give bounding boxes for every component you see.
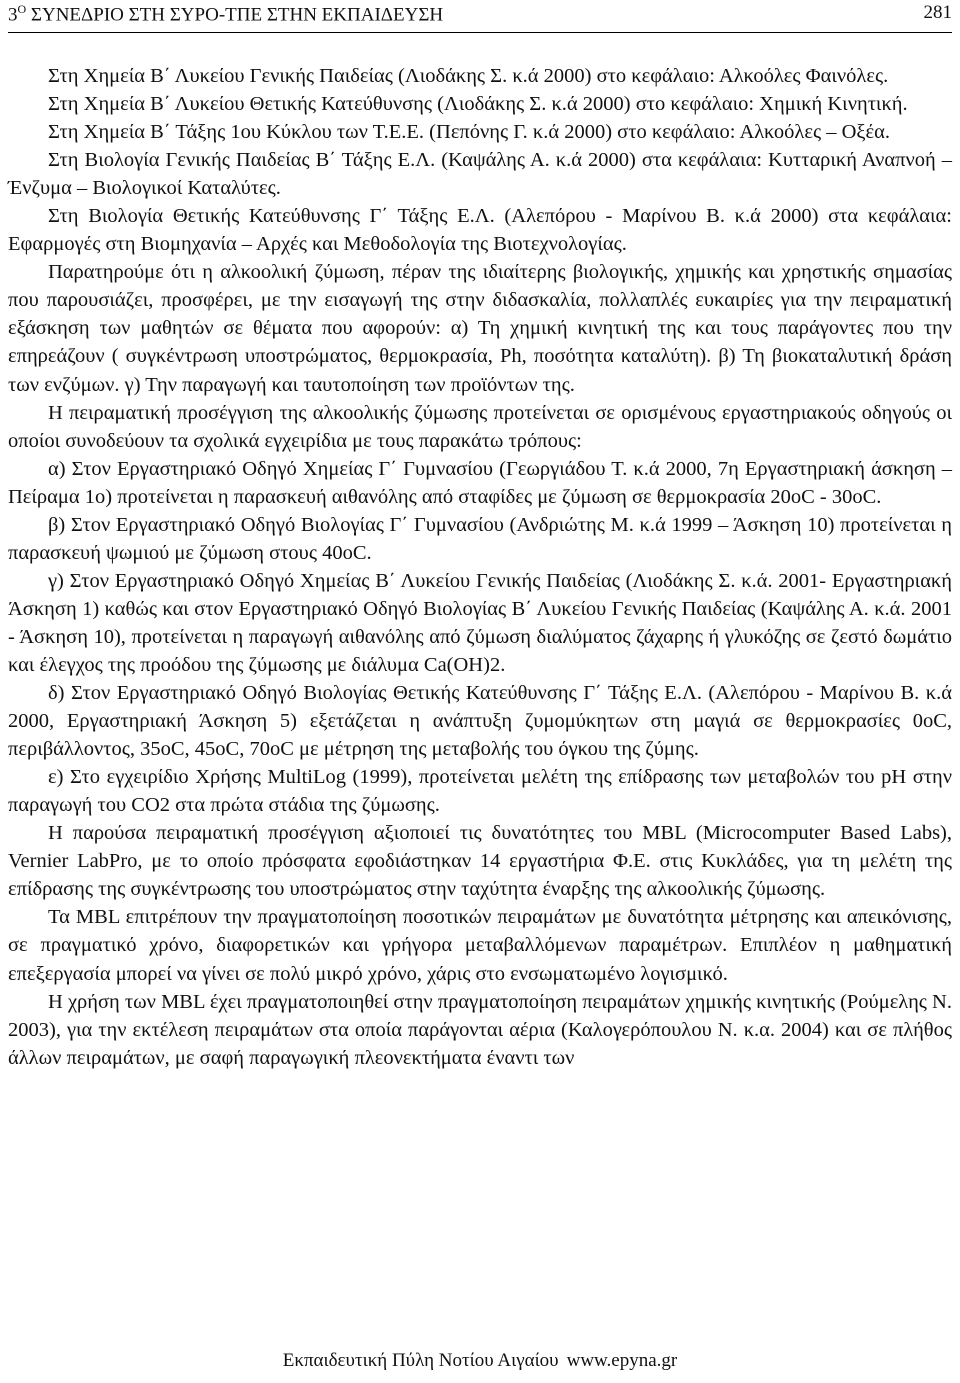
paragraph: Στη Χημεία Β΄ Τάξης 1ου Κύκλου των Τ.Ε.Ε. (Πεπόνης Γ. κ.ά 2000) στο κεφάλαιο: Αλκοόλες – Οξέα.	[48, 121, 891, 144]
paragraph: β) Στον Εργαστηριακό Οδηγό Βιολογίας Γ΄ Γυμνασίου (Ανδριώτης Μ. κ.ά 1999 – Άσκηση 10) προτείνεται η παρασκευή ψωμιού με ζύμωση στους 40oC.	[8, 513, 952, 564]
paragraph: Η χρήση των MBL έχει πραγματοποιηθεί στην πραγματοποίηση πειραμάτων χημικής κινητικής (Ρούμελης Ν. 2003), για την εκτέλεση πειραμάτων στα οποία παράγονται αέρια (Καλογερόπουλου Ν. κ.α. 2004) και σε πλήθος άλλων πειραμάτων, με σαφή παραγωγική πλεονεκτήματα έναντι των	[8, 990, 952, 1069]
page-header	[8, 2, 952, 33]
paragraph: Η παρούσα πειραματική προσέγγιση αξιοποιεί τις δυνατότητες του MBL (Microcomputer Based Labs), Vernier LabPro, με το οποίο πρόσφατα εφοδιάστηκαν 14 εργαστήρια Φ.Ε. στις Κυκλάδες, για τη μελέτη της επίδρασης της συγκέντρωσης του υποστρώματος στην ταχύτητα έναρξης της αλκοολικής ζύμωσης.	[8, 822, 952, 901]
paragraph: Στη Χημεία Β΄ Λυκείου Γενικής Παιδείας (Λιοδάκης Σ. κ.ά 2000) στο κεφάλαιο: Αλκοόλες Φαινόλες.	[48, 65, 889, 87]
paragraph: Τα MBL επιτρέπουν την πραγματοποίηση ποσοτικών πειραμάτων με δυνατότητα μέτρησης και απεικόνισης, σε πραγματικό χρόνο, διαφορετικών και γρήγορα μεταβαλλόμενων παραμέτρων. Επιπλέον η μαθηματική επεξεργασία μπορεί να γίνει σε πολύ μικρό χρόνο, χάρις στο ενσωματωμένο λογισμικό.	[8, 906, 952, 985]
paragraph: Στη Βιολογία Θετικής Κατεύθυνσης Γ΄ Τάξης Ε.Λ. (Αλεπόρου - Μαρίνου Β. κ.ά 2000) στα κεφάλαια: Εφαρμογές στη Βιομηχανία – Αρχές και Μεθοδολογία της Βιοτεχνολογίας.	[8, 205, 952, 256]
page-number: 281	[923, 2, 952, 23]
conference-title: $3^O$ ΣΥΝΕΔΡΙΟ ΣΤΗ ΣΥΡΟ-ΤΠΕ ΣΤΗΝ ΕΚΠΑΙΔΕΥΣΗ	[8, 2, 444, 26]
paragraph: ε) Στο εγχειρίδιο Χρήσης MultiLog (1999), προτείνεται μελέτη της επίδρασης των μεταβολών του pH στην παραγωγή του CO2 στα πρώτα στάδια της ζύμωσης.	[8, 766, 952, 817]
document-body	[8, 62, 952, 1072]
paragraph: Η πειραματική προσέγγιση της αλκοολικής ζύμωσης προτείνεται σε ορισμένους εργαστηριακούς οδηγούς οι οποίοι συνοδεύουν τα σχολικά εγχειρίδια με τους παρακάτω τρόπους:	[8, 401, 952, 452]
paragraph: δ) Στον Εργαστηριακό Οδηγό Βιολογίας Θετικής Κατεύθυνσης Γ΄ Τάξης Ε.Λ. (Αλεπόρου - Μαρίνου Β. κ.ά 2000, Εργαστηριακή Άσκηση 5) εξετάζεται η ανάπτυξη ζυμομύκητων στη μαγιά σε θερμοκρασίες 0oC, περιβάλλοντος, 35oC, 45oC, 70oC με μέτρηση της μεταβολής του όγκου της ζύμης.	[8, 682, 952, 761]
paragraph: Στη Χημεία Β΄ Λυκείου Θετικής Κατεύθυνσης (Λιοδάκης Σ. κ.ά 2000) στο κεφάλαιο: Χημική Κινητική.	[48, 93, 908, 116]
footer-url[interactable]: www.epyna.gr	[566, 1350, 678, 1371]
paragraph: γ) Στον Εργαστηριακό Οδηγό Χημείας Β΄ Λυκείου Γενικής Παιδείας (Λιοδάκης Σ. κ.ά. 2001- Εργαστηριακή Άσκηση 1) καθώς και στον Εργαστηριακό Οδηγό Βιολογίας Β΄ Λυκείου Γενικής Παιδείας (Καψάλης Α. κ.ά. 2001 - Άσκηση 10), προτείνεται η παραγωγή αιθανόλης από ζύμωση διαλύματος ζάχαρης ή γλυκόζης σε ζεστό δωμάτιο και έλεγχος της προόδου της ζύμωσης με διάλυμα Ca(OH)2.	[8, 569, 952, 676]
footer-portal-name: Εκπαιδευτική Πύλη Νοτίου Αιγαίου	[282, 1350, 559, 1371]
page-footer	[0, 1350, 960, 1372]
paragraph: α) Στον Εργαστηριακό Οδηγό Χημείας Γ΄ Γυμνασίου (Γεωργιάδου Τ. κ.ά 2000, 7η Εργαστηριακή άσκηση –Πείραμα 1ο) προτείνεται η παρασκευή αιθανόλης από σταφίδες με ζύμωση σε θερμοκρασία 20oC - 30oC.	[8, 457, 952, 508]
paragraph: Στη Βιολογία Γενικής Παιδείας Β΄ Τάξης Ε.Λ. (Καψάλης Α. κ.ά 2000) στα κεφάλαια: Κυτταρική Αναπνοή – Ένζυμα – Βιολογικοί Καταλύτες.	[8, 149, 952, 200]
paragraph: Παρατηρούμε ότι η αλκοολική ζύμωση, πέραν της ιδιαίτερης βιολογικής, χημικής και χρηστικής σημασίας που παρουσιάζει, προσφέρει, με την εισαγωγή της στην διδασκαλία, πολλαπλές ευκαιρίες για την πειραματική εξάσκηση των μαθητών σε θέματα που αφορούν: α) Τη χημική κινητική της και τους παράγοντες που την επηρεάζουν ( συγκέντρωση υποστρώματος, θερμοκρασία, Ph, ποσότητα καταλύτη). β) Τη βιοκαταλυτική δράση των ενζύμων. γ) Την παραγωγή και ταυτοποίηση των προϊόντων της.	[8, 261, 952, 396]
